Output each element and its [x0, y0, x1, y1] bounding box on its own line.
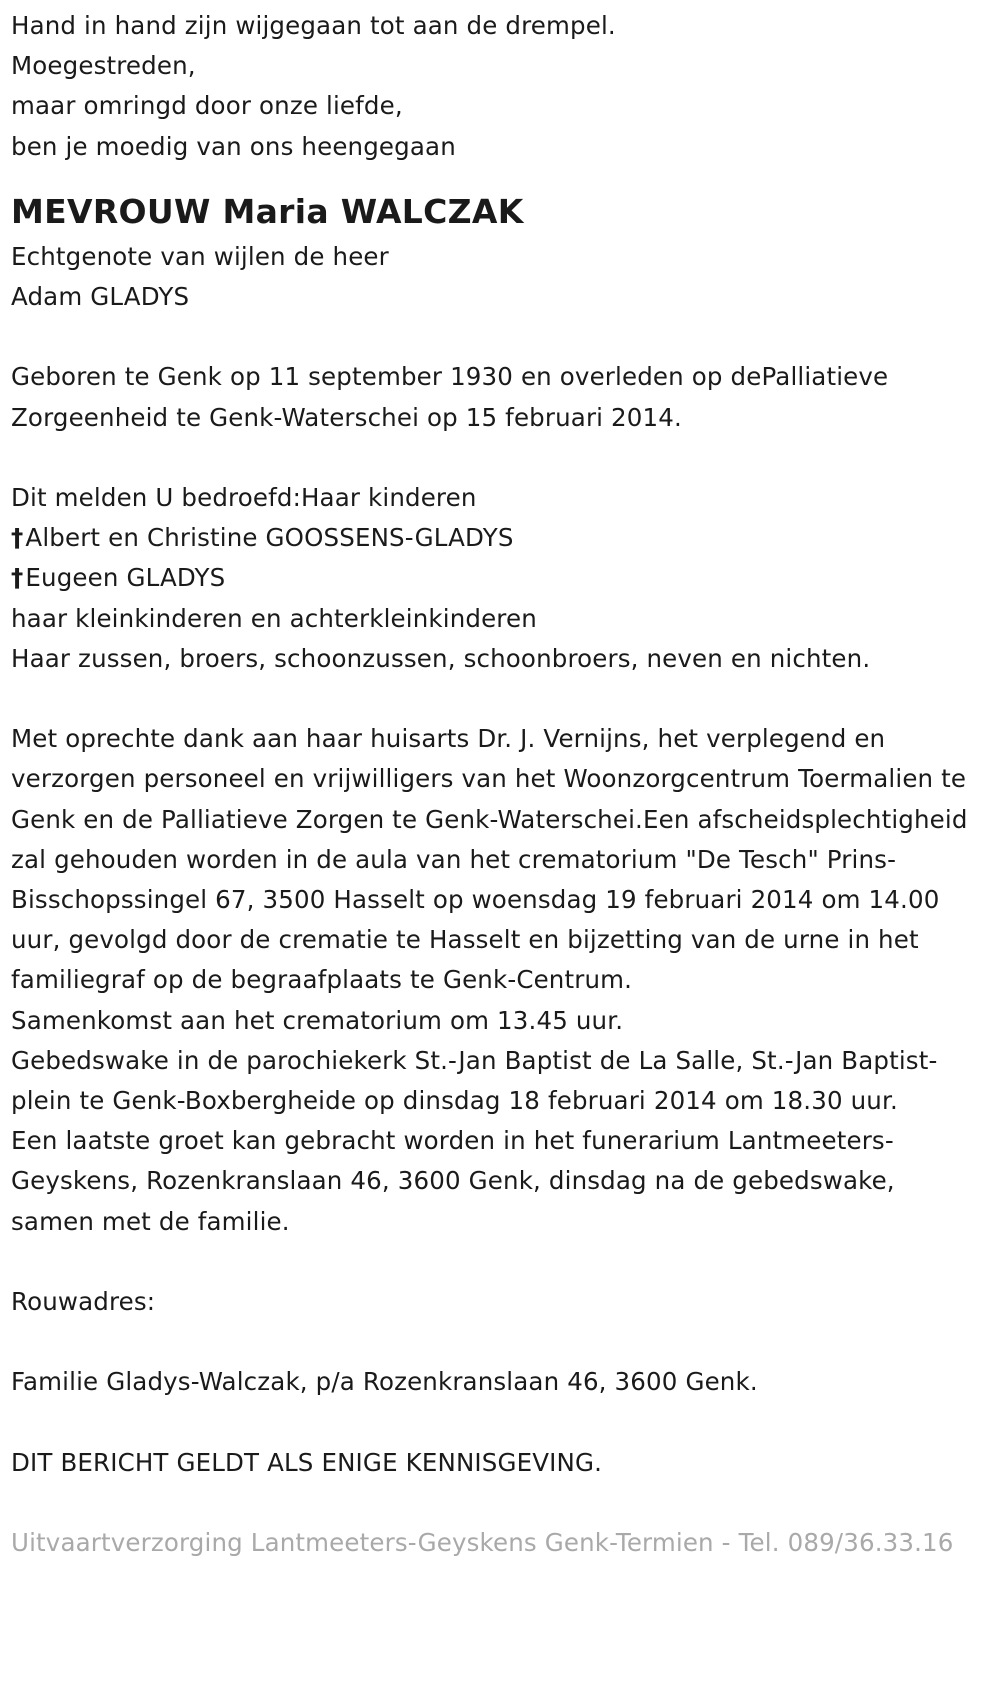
- address-label: Rouwadres:: [11, 1287, 156, 1317]
- child-name: Eugeen GLADYS: [25, 563, 226, 593]
- spacer: [11, 1403, 980, 1443]
- spacer: [11, 1322, 980, 1362]
- child-entry: [11, 558, 980, 598]
- birth-death-text: Geboren te Genk op 11 september 1930 en overleden op dePalliatieve Zorgeenheid te Genk-Waterschei op 15 februari 2014.: [11, 362, 889, 432]
- spacer: [11, 167, 980, 187]
- address-value: Familie Gladys-Walczak, p/a Rozenkranslaan 46, 3600 Genk.: [11, 1367, 758, 1397]
- poem-line: ben je moedig van ons heengegaan: [11, 131, 456, 161]
- cross-icon: †: [11, 523, 24, 553]
- poem-line: maar omringd door onze liefde,: [11, 91, 403, 121]
- child-entry: [11, 518, 980, 558]
- family-intro: Dit melden U bedroefd:Haar kinderen: [11, 483, 477, 512]
- spacer: [11, 1483, 980, 1523]
- notice-text: DIT BERICHT GELDT ALS ENIGE KENNISGEVING.: [11, 1447, 603, 1477]
- spouse-name: Adam GLADYS: [11, 282, 190, 312]
- spacer: [11, 317, 980, 357]
- poem: [11, 6, 980, 167]
- last-greeting-text: Een laatste groet kan gebracht worden in het funerarium Lantmeeters-Geyskens, Rozenkranslaan 46, 3600 Genk, dinsdag na de gebedswake, samen met de familie.: [11, 1126, 895, 1236]
- siblings-line: Haar zussen, broers, schoonzussen, schoonbroers, neven en nichten.: [11, 643, 871, 673]
- family-section: [11, 478, 980, 679]
- cross-icon: †: [11, 563, 24, 593]
- deceased-name: MEVROUW Maria WALCZAK: [11, 191, 524, 231]
- poem-line: Moegestreden,: [11, 51, 196, 81]
- thanks-text: Met oprechte dank aan haar huisarts Dr. J. Vernijns, het verplegend en verzorgen personeel en vrijwilligers van het Woonzorgcentrum Toermalien te Genk en de Palliatieve Zorgen te Genk-Waterschei.Een afscheidsplechtigheid zal gehouden worden in de aula van het crematorium "De Tesch" Prins-Bisschopssingel 67, 3500 Hasselt op woensdag 19 februari 2014 om 14.00 uur, gevolgd door de crematie te Hasselt en bijzetting van de urne in het familiegraf op de begraafplaats te Genk-Centrum.: [11, 724, 968, 995]
- spacer: [11, 1242, 980, 1282]
- grandchildren-line: haar kleinkinderen en achterkleinkinderen: [11, 603, 537, 633]
- poem-line: Hand in hand zijn wijgegaan tot aan de drempel.: [11, 11, 616, 40]
- relation-line: Echtgenote van wijlen de heer: [11, 241, 389, 271]
- child-name: Albert en Christine GOOSSENS-GLADYS: [25, 523, 514, 553]
- spacer: [11, 438, 980, 478]
- footer-credit: Uitvaartverzorging Lantmeeters-Geyskens Genk-Termien - Tel. 089/36.33.16: [11, 1528, 954, 1558]
- meeting-text: Samenkomst aan het crematorium om 13.45 uur.: [11, 1005, 624, 1035]
- vigil-text: Gebedswake in de parochiekerk St.-Jan Baptist de La Salle, St.-Jan Baptist-plein te Genk-Boxbergheide op dinsdag 18 februari 2014 om 18.30 uur.: [11, 1045, 938, 1116]
- spacer: [11, 679, 980, 719]
